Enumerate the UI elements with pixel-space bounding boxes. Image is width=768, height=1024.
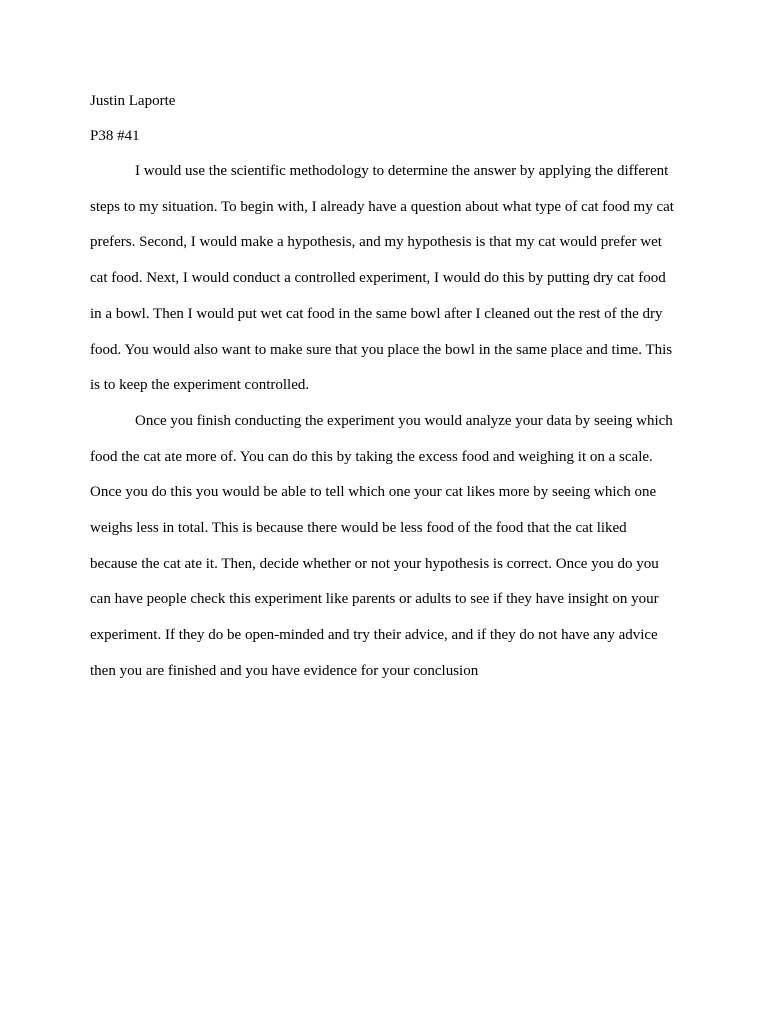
paragraph-line: weighs less in total. This is because there would be less food of the food that the cat liked <box>90 520 627 537</box>
paragraph-line: cat food. Next, I would conduct a controlled experiment, I would do this by putting dry cat food <box>90 270 666 287</box>
paragraph-line: I would use the scientific methodology to determine the answer by applying the different <box>135 163 669 179</box>
paragraph-line: food. You would also want to make sure that you place the bowl in the same place and time. This <box>90 341 673 358</box>
paragraph-line: because the cat ate it. Then, decide whether or not your hypothesis is correct. Once you do you <box>90 555 659 572</box>
paragraph-line: in a bowl. Then I would put wet cat food in the same bowl after I cleaned out the rest of the dry <box>90 305 663 322</box>
paragraph-line: then you are finished and you have evidence for your conclusion <box>90 662 479 679</box>
paragraph-line: food the cat ate more of. You can do this by taking the excess food and weighing it on a scale. <box>90 448 653 465</box>
paragraph-2 <box>90 404 682 690</box>
paragraph-1 <box>90 154 682 404</box>
document-body <box>90 84 682 690</box>
paragraph-line: can have people check this experiment like parents or adults to see if they have insight on your <box>90 591 659 608</box>
assignment-label: P38 #41 <box>90 128 140 144</box>
paragraph-line: is to keep the experiment controlled. <box>90 377 310 394</box>
author-name: Justin Laporte <box>90 93 176 109</box>
paragraph-line: Once you do this you would be able to tell which one your cat likes more by seeing which one <box>90 484 657 501</box>
paragraph-line: experiment. If they do be open-minded and try their advice, and if they do not have any advice <box>90 627 658 644</box>
paragraph-line: prefers. Second, I would make a hypothesis, and my hypothesis is that my cat would prefer wet <box>90 234 662 251</box>
paragraph-line: Once you finish conducting the experiment you would analyze your data by seeing which <box>135 412 673 429</box>
paragraph-line: steps to my situation. To begin with, I already have a question about what type of cat food my cat <box>90 198 674 215</box>
